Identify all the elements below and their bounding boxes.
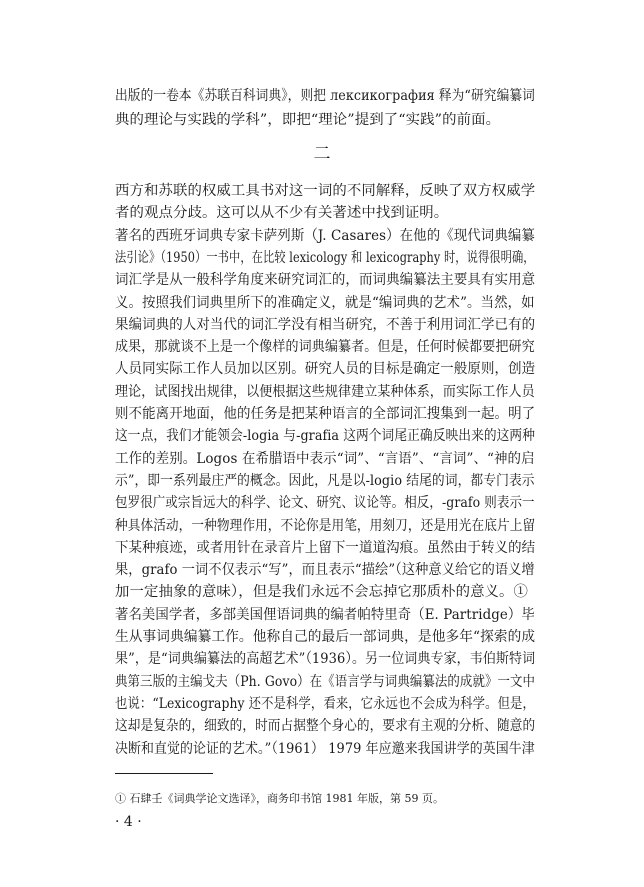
footnote: ① 石肆壬《词典学论文选译》，商务印书馆 1981 年版，第 59 页。 xyxy=(115,792,444,805)
body-text-line: 西方和苏联的权威工具书对这一词的不同解释，反映了双方权威学 xyxy=(115,183,536,199)
body-text-line: 也说：“Lexicography 还不是科学，看来，它永远也不会成为科学。但是， xyxy=(115,695,535,712)
body-text-line: 果编词典的人对当代的词汇学没有相当研究，不善于利用词汇学已有的 xyxy=(115,316,536,333)
body-text-line: 法引论》（1950）一书中，在比较 lexicology 和 lexicography 时，说得很明确， xyxy=(115,249,535,266)
body-text-line: 工作的差别。Logos 在希腊语中表示“词”、“言语”、“言词”、“神的启 xyxy=(115,450,535,467)
body-text-line: 决断和直觉的论证的艺术。”（1961） 1979 年应邀来我国讲学的英国牛津 xyxy=(115,740,535,757)
body-text-line: 则不能离开地面，他的任务是把某种语言的全部词汇搜集到一起。明了 xyxy=(115,406,536,422)
body-text-line: 出版的一卷本《苏联百科词典》，则把 лексикография 释为“研究编纂词 xyxy=(115,88,535,104)
section-heading: 二 xyxy=(313,144,331,164)
body-text-line: 果，grafo 一词不仅表示“写”，而且表示“描绘”（这种意义给它的语义增 xyxy=(115,562,535,579)
body-text-line: 下某种痕迹，或者用针在录音片上留下一道道沟痕。虽然由于转义的结 xyxy=(115,539,536,556)
body-text-line: 词汇学是从一般科学角度来研究词汇的，而词典编纂法主要具有实用意 xyxy=(115,272,536,289)
body-text-line: 示”，即一系列最庄严的概念。因此，凡是以-logio 结尾的词，都专门表示 xyxy=(115,472,535,489)
body-text-line: 果”，是“词典编纂法的高超艺术”（1936）。另一位词典专家，韦伯斯特词 xyxy=(115,651,536,668)
body-text-line: 这却是复杂的，细致的，时而占据整个身心的，要求有主观的分析、随意的 xyxy=(115,718,536,735)
body-text-line: 加一定抽象的意味），但是我们永远不会忘掉它那质朴的意义。① xyxy=(115,584,529,601)
body-text-line: 义。按照我们词典里所下的准确定义，就是“编词典的艺术”。当然，如 xyxy=(115,294,535,311)
body-text-line: 生从事词典编纂工作。他称自己的最后一部词典，是他多年“探索的成 xyxy=(115,629,536,645)
body-text-line: 成果，那就谈不上是一个像样的词典编纂者。但是，任何时候都要把研究 xyxy=(115,339,535,356)
footnote-divider xyxy=(115,773,213,774)
body-text-line: 包罗很广或宗旨远大的科学、论文、研究、议论等。相反，-grafo 则表示一 xyxy=(115,495,535,512)
body-text-line: 人员同实际工作人员加以区别。研究人员的目标是确定一般原则，创造 xyxy=(115,361,536,378)
body-text-line: 这一点，我们才能领会-logia 与-grafia 这两个词尾正确反映出来的这两种 xyxy=(115,428,536,445)
body-text-line: 典第三版的主编戈夫（Ph. Govo）在《语言学与词典编纂法的成就》一文中 xyxy=(115,673,536,690)
body-text-line: 者的观点分歧。这可以从不少有关著述中找到证明。 xyxy=(115,205,449,222)
body-text-line: 种具体活动，一种物理作用，不论你是用笔，用刻刀，还是用光在底片上留 xyxy=(115,517,536,534)
body-text-line: 理论，试图找出规律，以便根据这些规律建立某种体系，而实际工作人员 xyxy=(115,383,535,400)
page-number: · 4 · xyxy=(115,814,142,830)
body-text-line: 典的理论与实践的学科”，即把“理论”提到了“实践”的前面。 xyxy=(115,112,501,129)
body-text-line: 著名的西班牙词典专家卡萨列斯（J. Casares）在他的《现代词典编纂 xyxy=(115,227,535,244)
body-text-line: 著名美国学者，多部美国俚语词典的编者帕特里奇（E. Partridge）毕 xyxy=(115,606,535,623)
